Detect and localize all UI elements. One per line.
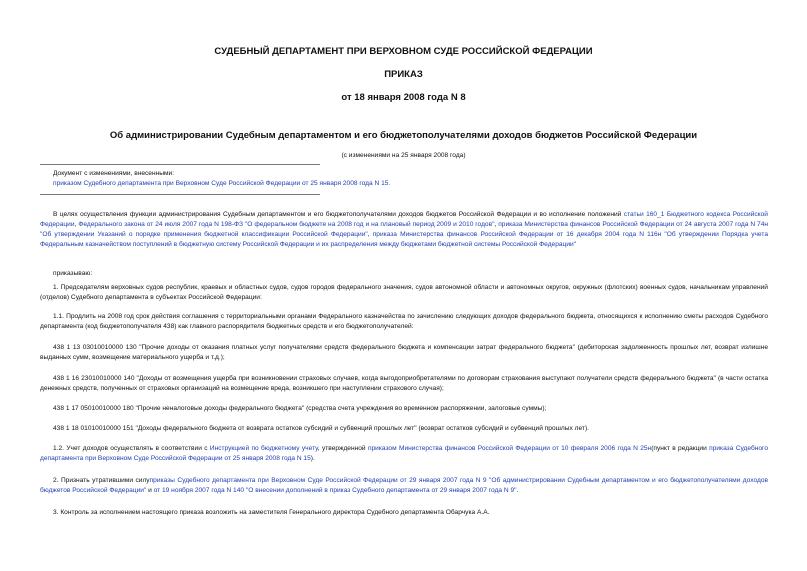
p2-text-1: 2. Признать утратившими силу: [53, 477, 150, 484]
code-item: 438 1 18 01010010000 151 "Доходы федерального бюджета от возврата остатков субсидий и субвенций прошлых лет" (возврат остатков субсидий и субвенций прошлых лет).: [53, 425, 589, 432]
department-heading: СУДЕБНЫЙ ДЕПАРТАМЕНТ ПРИ ВЕРХОВНОМ СУДЕ РОССИЙСКОЙ ФЕДЕРАЦИИ: [214, 46, 593, 57]
preamble-text-2: ,: [74, 221, 79, 228]
code-item: 438 1 13 03010010000 130 "Прочие доходы от оказания платных услуг получателями средств федерального бюджета и компенсации затрат федерального бюджета" (дебиторская задолженность прошлых лет, возврат излишне выданных сумм, возмещение материального ущерба и т.д.);: [40, 344, 768, 361]
preamble-paragraph: [40, 210, 768, 250]
document-title: Об администрировании Судебным департаментом и его бюджетополучателями доходов бюджетов Российской Федерации: [109, 130, 698, 141]
p2-text-3: .: [516, 487, 519, 494]
amend-note-label: Документ с изменениями, внесенными:: [53, 170, 175, 177]
paragraph-3: 3. Контроль за исполнением настоящего приказа возложить на заместителя Генерального директора Судебного департамента Обарчука А.А.: [53, 509, 490, 516]
document-subtitle: (с изменениями на 25 января 2008 года): [341, 152, 466, 159]
date-number-heading: от 18 января 2008 года N 8: [341, 92, 466, 103]
preamble-text-1: В целях осуществления функции администрирования Судебным департаментом и его бюджетополучателями доходов бюджетов Российской Федерации и во исполнение положений: [53, 211, 624, 218]
link-order-140[interactable]: от 19 ноября 2007 года N 140 "О внесении дополнений в приказ Судебного департамента от 29 января 2007 года N 9": [153, 487, 517, 494]
doc-type-heading: ПРИКАЗ: [384, 69, 423, 80]
divider-bottom: [40, 194, 320, 195]
amend-note-link-wrap: [53, 180, 390, 187]
link-order-15[interactable]: приказа Судебного департамента при Верховном Суде Российской Федерации от 25 января 2008 года N 15: [40, 445, 768, 462]
link-minfin-74n[interactable]: приказа Министерства финансов Российской Федерации от 24 августа 2007 года N 74н "Об утверждении Указаний о порядке применения бюджетной классификации Российской Федерации": [40, 221, 769, 238]
preamble-text-3: ,: [494, 221, 499, 228]
p12-text-1: 1.2. Учет доходов осуществлять в соответствии с: [53, 445, 210, 452]
link-minfin-25n[interactable]: приказом Министерства финансов Российской Федерации от 10 февраля 2006 года N 25н: [367, 445, 652, 452]
prikazyvayu-label: приказываю:: [53, 270, 93, 277]
code-item: 438 1 16 23010010000 140 "Доходы от возмещения ущерба при возникновении страховых случаев, когда выгодоприобретателями по договорам страхования выступают получатели средств федерального бюджета" (в части остатка денежных средств, полученных от страховых организаций на возмещение вреда, возникшего при наступлении страхового случая);: [40, 375, 768, 392]
paragraph-1-1: 1.1. Продлить на 2008 год срок действия соглашения с территориальными органами Федерального казначейства по зачислению следующих доходов федерального бюджета, относящихся к исполнению сметы расходов Судебного департамента (код бюджетополучателя 438) как главного распорядителя бюджетных средств и его бюджетополучателей:: [40, 313, 768, 330]
link-federal-law[interactable]: Федерального закона от 24 июля 2007 года N 198-ФЗ "О федеральном бюджете на 2008 год и на плановый период 2009 и 2010 годов": [78, 221, 495, 228]
paragraph-2: [40, 476, 768, 496]
code-item: 438 1 17 05010010000 180 "Прочие неналоговые доходы федерального бюджета" (средства счета учреждения во временном распоряжении, залоговые суммы);: [53, 405, 547, 412]
p2-text-2: и: [146, 487, 154, 494]
paragraph-1: 1. Председателям верховных судов республик, краевых и областных судов, судов городов федерального значения, судов автономной области и автономных округов, окружных (флотских) военных судов, начальникам управлений (отделов) Судебного департамента в субъектах Российской Федерации:: [40, 284, 768, 301]
p12-text-3: (пункт в редакции: [651, 445, 710, 452]
p12-text-4: ).: [310, 455, 315, 462]
link-instruction[interactable]: Инструкцией по бюджетному учету: [209, 445, 318, 452]
link-order-9[interactable]: приказы Судебного департамента при Верховном Суде Российской Федерации от 29 января 2007 года N 9 "Об администрировании Судебным департаментом и его бюджетополучателями доходов бюджетов Российской Федерации": [40, 477, 768, 494]
preamble-text-4: ,: [367, 231, 373, 238]
amend-note-link[interactable]: приказом Судебного департамента при Верховном Суде Российской Федерации от 25 января 2008 года N 15.: [53, 180, 391, 187]
paragraph-1-2: [40, 444, 768, 464]
p12-text-2: , утвержденной: [317, 445, 368, 452]
link-budget-code[interactable]: статьи 160_1 Бюджетного кодекса Российской Федерации: [40, 211, 768, 228]
divider-top: [40, 164, 320, 165]
link-minfin-116n[interactable]: приказа Министерства финансов Российской Федерации от 16 декабря 2004 года N 116н "Об утверждении Порядка учета Федеральным казначейством поступлений в бюджетную систему Российской Федерации и их распределения между бюджетами бюджетной системы Российской Федерации": [40, 231, 768, 248]
